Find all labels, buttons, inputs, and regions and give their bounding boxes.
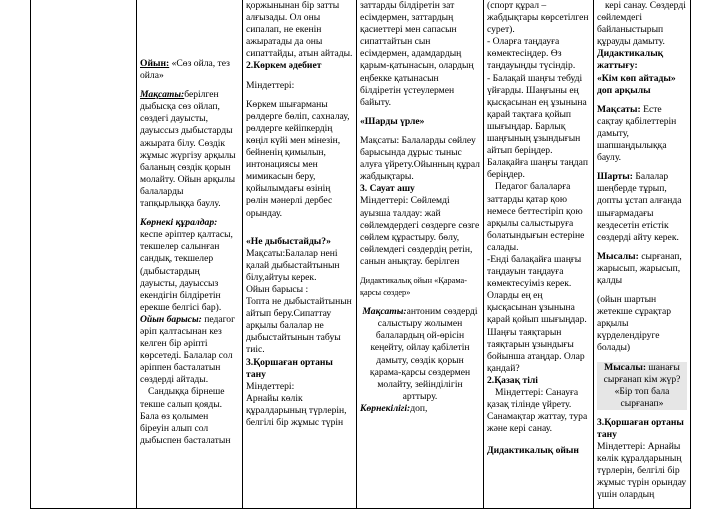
section-heading: 3.Қоршаған ортаны тану (246, 356, 333, 380)
game-title: «Не дыбыстайды?» (246, 235, 331, 247)
table-border-left (30, 0, 31, 509)
column-5 (594, 0, 690, 509)
section-heading: 3. Сауат ашу (360, 183, 415, 195)
game-process-paragraph: Ойын барысы: педагог әріп қалтасынан кез келген бір әріпті көрсетеді. Балалар сол әріппен басталатын сөздерді айтады. (140, 313, 236, 386)
visual-aids-paragraph: Көрнекілігі:доп, (360, 402, 428, 414)
body-text: - Балақай шаңғы тебуді үйғарды. Шаңғыны ең қысқасынан ең ұзынына қарай тақтаға қойып шығыңдар. Барлық шаңғының ұзындығын айтып беріңдер. (487, 72, 587, 157)
section-heading: 2.Қазақ тілі (487, 374, 538, 386)
body-text: Көркем шығарманы рөлдерге бөліп, сахналау, рөлдерге кейіпкердің көңіл күйі мен мінезін, бейненің қимылын, интонациясы мен мимикасын беру, қойылымдағы өзінің рөлін мәнерлі дербес орындау. (246, 98, 350, 219)
tasks-label: Міндеттері: (246, 79, 295, 91)
column-1 (137, 0, 242, 509)
column-4 (484, 0, 593, 509)
body-text: Педагог балаларға заттарды қатар қою немесе беттестіріп қою арқылы салыстыруға болатындығын естеріне салады. (487, 181, 585, 253)
example-paragraph: Мысалы: сырғанап, жарысып, жарысып, қалды (597, 250, 682, 286)
game-title: «Шарды үрле» (360, 115, 425, 127)
body-text: - Оларға таңдауға көмектесіңдер. Өз таңдауыңды түсіндір. (487, 36, 576, 72)
body-text: Ойын барысы : (246, 283, 309, 295)
body-text: (ойын шартын жетекше сұрақтар арқылы күрделендіруге болады) (597, 294, 672, 354)
section-heading: 3.Қоршаған ортаны тану (597, 416, 684, 440)
goal-paragraph: Мақсаты:берілген дыбысқа сөз ойлап, сөздегі дауысты, дауыссыз дыбыстарды ажырата білу. Сөздік жұмыс жүргізу арқылы баланың сөздік қорын молайту. Ойын арқылы балаларды тапқырлыққа баулу. (140, 89, 236, 210)
goal-paragraph: Мақсаты:антоним сөздерді салыстыру жолымен балалардың ой-өрісін кеңейту, ойлау қабілетін дамыту, сөздік қорын қарама-қарсы сөздермен молайту, зейінділігін арттыру. (362, 306, 478, 402)
example-paragraph: Мысалы: шанағы сырғанап кім жүр? «Бір топ бала сырғанап» (597, 362, 687, 410)
column-3 (357, 0, 483, 509)
body-text: заттарды білдіретін зат есімдермен, заттардың қасиеттері мен сапасын сипаттайтын сын есімдермен, адамдардың қарым-қатынасын, олардың еңбекке қатынасын білдіретін үстеулермен байыту. (360, 0, 474, 108)
body-text: Мақсаты: Балаларды сөйлеу барысында дұрыс тыныс алуға үйрету.Ойынның құрал жабдықтары. (360, 134, 480, 183)
body-text: Балақайға шаңғы таңдап беріңдер. (487, 157, 588, 181)
body-text: Топта не дыбыстайтынын айтып беру.Сипаттау арқылы балалар не дыбыстайтынын табуы тиіс. (246, 296, 352, 356)
body-text: Сандыққа бірнеше текше салып қояды. Бала өз қолымен біреуін алып сол дыбыспен басталатын (140, 386, 231, 446)
tasks-paragraph: Міндеттері: Арнайы көлік құралдарының түрлерін, белгілі бір жұмыс түрін орындау үшін олардың (597, 441, 687, 501)
goal-paragraph: Мақсаты: Есте сақтау қабілеттерін дамыту, шапшаңдылыққа баулу. (597, 103, 677, 164)
exercise-title: «Кім көп айтады» доп арқылы (597, 72, 676, 96)
didactic-game-title: Дидактикалық ойын «Қарама-қарсы сөздер» (360, 275, 467, 298)
body-text: (спорт құрал – жабдықтары көрсетілген сурет). (487, 0, 589, 36)
body-text: Міндеттері: Санауға қазақ тілінде үйрету. Санамақтар жаттау, тура және кері санау. (487, 387, 588, 435)
body-text: Міндеттері: Сөйлемді ауызша талдау: жай сөйлемдердегі сөздерге сөзге сөйлем құрастыру. бөлу, сөйлемдегі сөздердің ретін, санын анықтау. берілген (360, 195, 480, 267)
column-2 (243, 0, 356, 509)
table-border-right (690, 0, 691, 509)
body-text: кері санау. Сөздерді сөйлемдегі байланыстырып құрауды дамыту. (597, 0, 686, 48)
section-heading: 2.Көркем әдебиет (246, 60, 322, 72)
game-title: Ойын: «Сөз ойла, тез ойла» (140, 58, 230, 82)
condition-paragraph: Шарты: Балалар шеңберде тұрып, допты ұстап алғанда шығармадағы кездесетін етістік сөздерді айту керек. (597, 171, 682, 243)
body-text: Арнайы көлік құралдарының түрлерін, белгілі бір жұмыс түрін (246, 392, 347, 428)
visual-aids-paragraph: Көрнекі құралдар: кеспе әріптер қалтасы, текшелер салынған сандық, текшелер (дыбыстардың дауысты, дауыссыз екендігін білдіретін ерекше белгісі бар). (140, 217, 233, 313)
didactic-game-title: Дидактикалық ойын (487, 445, 579, 457)
body-text: -Енді балақайға шаңғы таңдауын таңдауға көмектесуіміз керек. Оларды ең ең қысқасынан ұзынына қарай қойып шығыңдар. Шаңғы таяқтарын таяқтарын ұзындығы бойынша атаңдар. Олар қандай? (487, 253, 587, 374)
body-text: қоржынынан бір затты алғызады. Ол оны сипалап, не екенін ажыратады да оны сипаттайды, атын айтады. (246, 0, 353, 60)
section-heading: Дидактикалық жаттығу: (597, 48, 664, 72)
tasks-label: Міндеттері: (246, 380, 295, 392)
body-text: Мақсаты:Балалар нені қалай дыбыстайтынын білу,айтуы керек. (246, 247, 340, 283)
